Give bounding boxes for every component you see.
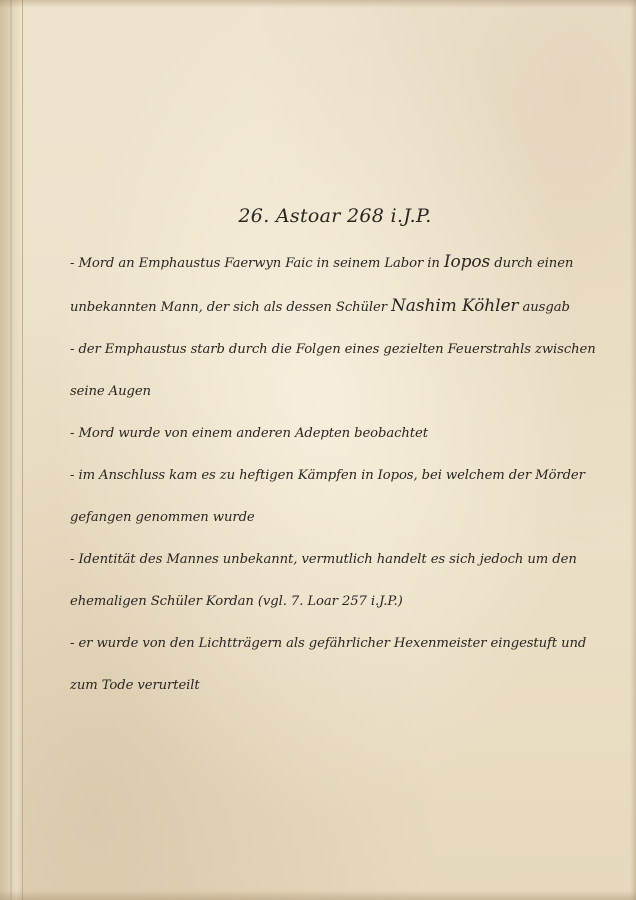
entry-text: - Mord an Emphaustus Faerwyn Faic in seinem Labor in	[70, 256, 444, 271]
entry-line-witness: - Mord wurde von einem anderen Adepten beobachtet	[70, 426, 428, 441]
page-bottom-edge	[0, 890, 636, 900]
entry-line-fights: - im Anschluss kam es zu heftigen Kämpfen in Iopos, bei welchem der Mörder gefangen genommen wurde	[70, 468, 585, 525]
entry-date-title: 26. Astoar 268 i.J.P.	[238, 205, 432, 227]
place-name: Iopos	[443, 252, 491, 272]
page-binding-edge	[0, 0, 23, 900]
entry-line-sentence: - er wurde von den Lichtträgern als gefährlicher Hexenmeister eingestuft und zum Tode verurteilt	[70, 636, 587, 693]
journal-entry	[70, 205, 615, 707]
entry-line-identity: - Identität des Mannes unbekannt, vermutlich handelt es sich jedoch um den ehemaligen Schüler Kordan (vgl. 7. Loar 257 i.J.P.)	[70, 552, 577, 609]
page-right-edge	[630, 0, 636, 900]
entry-text: ausgab	[518, 300, 570, 315]
entry-line-murder	[70, 241, 615, 329]
person-name: Nashim Köhler	[391, 296, 519, 316]
page-top-edge	[0, 0, 636, 8]
entry-text: durch einen unbekannten Mann, der sich als dessen Schüler	[70, 256, 574, 315]
entry-line-death: - der Emphaustus starb durch die Folgen eines gezielten Feuerstrahls zwischen seine Augen	[70, 342, 596, 399]
